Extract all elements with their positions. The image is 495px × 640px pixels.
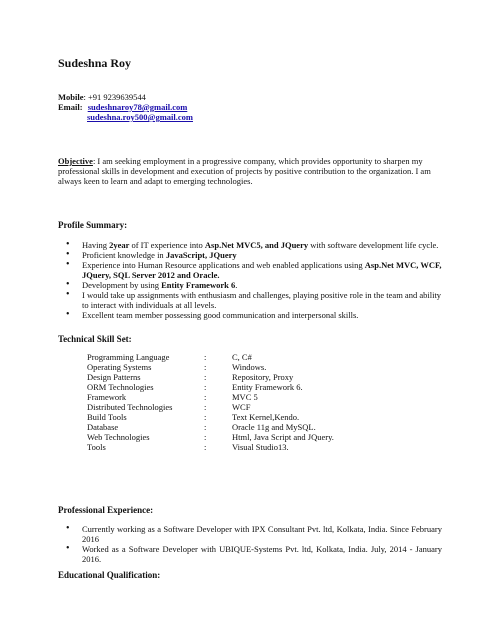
objective-text: : I am seeking employment in a progressive company, which provides opportunity to sharpen my professional skills in development and execution of projects by positive contribution to the organization. I am always keen to learn and adapt to emerging technologies.: [58, 156, 431, 186]
profile-summary-item-text: 2year: [109, 240, 132, 250]
profile-summary-heading: Profile Summary:: [58, 220, 128, 230]
profile-summary-item: [62, 290, 442, 310]
objective-paragraph: [58, 156, 448, 186]
skill-label: Distributed Technologies: [87, 402, 173, 412]
skill-colon: :: [204, 372, 207, 382]
skill-colon: :: [204, 402, 207, 412]
skill-colon: :: [204, 442, 207, 452]
skill-label: Operating Systems: [87, 362, 152, 372]
skill-colon: :: [204, 382, 207, 392]
email-link-secondary[interactable]: sudeshna.roy500@gmail.com: [87, 112, 193, 122]
email-line-2: [87, 112, 193, 122]
skill-label: Tools: [87, 442, 106, 452]
skill-value: C, C#: [232, 352, 252, 362]
skill-label: ORM Technologies: [87, 382, 154, 392]
profile-summary-item-text: of IT experience into: [131, 240, 205, 250]
email-line: [58, 102, 187, 112]
profile-summary-item-text: Asp.Net MVC5, and JQuery: [204, 240, 311, 250]
mobile-label: Mobile: [58, 92, 84, 102]
profile-summary-item-text: Entity Framework 6: [161, 280, 236, 290]
skill-colon: :: [204, 432, 207, 442]
profile-summary-item-text: Experience into Human Resource applications and web enabled applications using: [82, 260, 365, 270]
profile-summary-item: [62, 280, 442, 290]
experience-item: • Currently working as a Software Developer with IPX Consultant Pvt. ltd, Kolkata, India. Since February 2016: [62, 524, 442, 544]
skill-value: Oracle 11g and MySQL.: [232, 422, 316, 432]
skill-value: WCF: [232, 402, 251, 412]
experience-list: [62, 524, 442, 564]
professional-experience-heading: Professional Experience:: [58, 505, 154, 515]
skill-colon: :: [204, 392, 207, 402]
profile-summary-item: [62, 260, 442, 280]
profile-summary-item-text: Development by using: [82, 280, 162, 290]
skill-value: Windows.: [232, 362, 267, 372]
profile-summary-item-text: with software development life cycle.: [310, 240, 439, 250]
skill-label: Web Technologies: [87, 432, 150, 442]
skill-value: MVC 5: [232, 392, 258, 402]
profile-summary-item-text: .: [235, 280, 238, 290]
skill-label: Database: [87, 422, 119, 432]
profile-summary-item: [62, 240, 442, 250]
skill-label: Framework: [87, 392, 127, 402]
skill-label: Design Patterns: [87, 372, 141, 382]
skill-value: Text Kernel,Kendo.: [232, 412, 300, 422]
mobile-line: [58, 92, 146, 102]
email-link-primary[interactable]: sudeshnaroy78@gmail.com: [87, 102, 188, 112]
profile-summary-list: [62, 240, 442, 320]
profile-summary-item-text: Asp.Net MVC, WCF, JQuery, SQL Server 2012 and Oracle.: [82, 260, 442, 280]
mobile-value: : +91 9239639544: [83, 92, 146, 102]
profile-summary-item-text: JavaScript, JQuery: [165, 250, 237, 260]
skill-label: Build Tools: [87, 412, 127, 422]
profile-summary-item: [62, 250, 442, 260]
skill-value: Html, Java Script and JQuery.: [232, 432, 334, 442]
skill-colon: :: [204, 362, 207, 372]
objective-label: Objective: [58, 156, 93, 166]
skill-value: Entity Framework 6.: [232, 382, 303, 392]
profile-summary-item: [62, 310, 442, 320]
skill-colon: :: [204, 412, 207, 422]
skill-colon: :: [204, 352, 207, 362]
skill-label: Programming Language: [87, 352, 170, 362]
skill-value: Repository, Proxy: [232, 372, 294, 382]
skill-value: Visual Studio13.: [232, 442, 289, 452]
educational-qualification-heading: Educational Qualification:: [58, 570, 161, 580]
candidate-name: Sudeshna Roy: [58, 56, 132, 70]
skill-colon: :: [204, 422, 207, 432]
profile-summary-item-text: Excellent team member possessing good communication and interpersonal skills.: [82, 310, 359, 320]
experience-item: • Worked as a Software Developer with UBIQUE-Systems Pvt. ltd, Kolkata, India. July, 2014 - January 2016.: [62, 544, 442, 564]
technical-skills-heading: Technical Skill Set:: [58, 334, 132, 344]
email-label: Email:: [58, 102, 83, 112]
profile-summary-item-text: Proficient knowledge in: [82, 250, 166, 260]
profile-summary-item-text: I would take up assignments with enthusiasm and challenges, playing positive role in the team and ability to interact with individuals at all levels.: [82, 290, 442, 310]
profile-summary-item-text: Having: [82, 240, 110, 250]
